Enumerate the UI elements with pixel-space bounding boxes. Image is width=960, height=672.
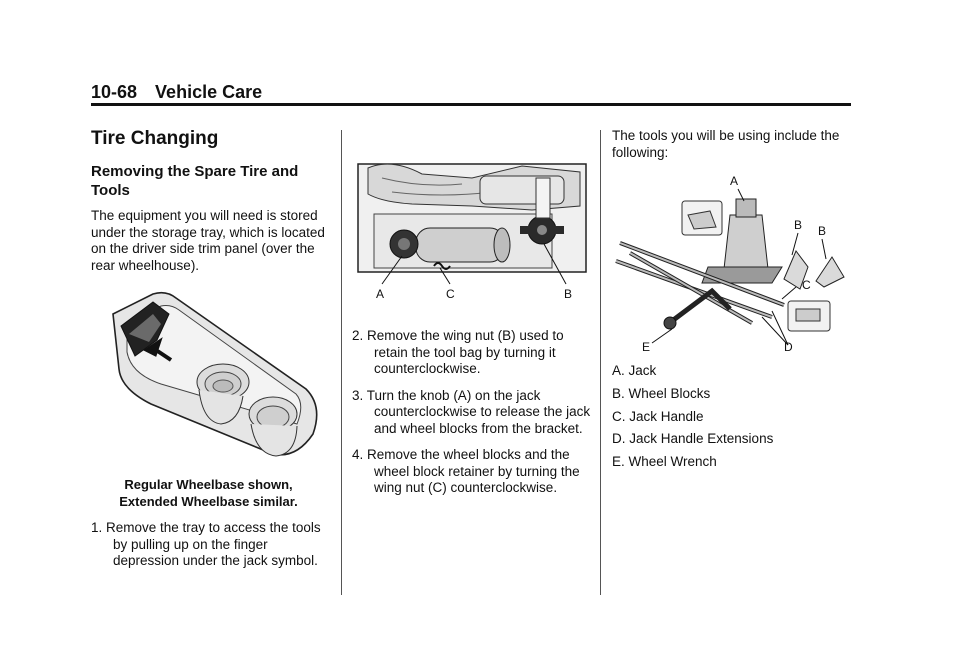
figure-caption [91,476,326,510]
tools-illustration [612,171,848,353]
column-3 [612,128,852,477]
jack-storage-illustration [352,148,588,306]
column-divider-1 [341,130,342,595]
tool-item-wheel-blocks: B. Wheel Blocks [612,385,711,401]
tools-intro: The tools you will be using include the following: [612,128,840,160]
figure-label-e: E [642,340,651,353]
figure-label-d: D [784,340,793,353]
figure-label-b: B [564,287,573,301]
storage-tray-illustration [91,284,326,470]
subsection-title: Removing the Spare Tire and Tools [91,163,299,199]
tool-item-jack-handle-extensions: D. Jack Handle Extensions [612,431,774,447]
step-1: 1. Remove the tray to access the tools by pulling up on the finger depression under the jack symbol. [91,520,321,568]
page-number: 10-68 [91,82,138,102]
steps-list-1 [91,520,326,570]
caption-line-2: Extended Wheelbase similar. [119,494,298,509]
tool-item-jack: A. Jack [612,363,657,378]
figure-label-b-2: B [818,224,827,238]
figure-label-a: A [730,174,739,188]
step-2: 2. Remove the wing nut (B) used to retain the tool bag by turning it counterclockwise. [352,328,564,376]
steps-list-2 [352,328,592,497]
section-title: Vehicle Care [155,82,263,102]
page-header [91,82,262,103]
tool-item-jack-handle: C. Jack Handle [612,408,704,424]
caption-line-1: Regular Wheelbase shown, [124,477,293,492]
column-divider-2 [600,130,601,595]
step-4: 4. Remove the wheel blocks and the wheel block retainer by turning the wing nut (C) counterclockwise. [352,447,580,495]
tool-item-wheel-wrench: E. Wheel Wrench [612,454,717,470]
column-1 [91,128,326,580]
header-rule [91,103,851,106]
intro-paragraph: The equipment you will need is stored under the storage tray, which is located on the driver side trim panel (over the rear wheelhouse). [91,208,325,273]
page-title: Tire Changing [91,128,219,149]
tools-list [612,363,852,471]
step-3: 3. Turn the knob (A) on the jack counterclockwise to release the jack and wheel blocks from the bracket. [352,387,591,436]
figure-label-a: A [376,287,385,301]
figure-label-c: C [446,287,455,301]
figure-label-c: C [802,278,811,292]
figure-label-b-1: B [794,218,803,232]
column-2 [352,148,592,507]
